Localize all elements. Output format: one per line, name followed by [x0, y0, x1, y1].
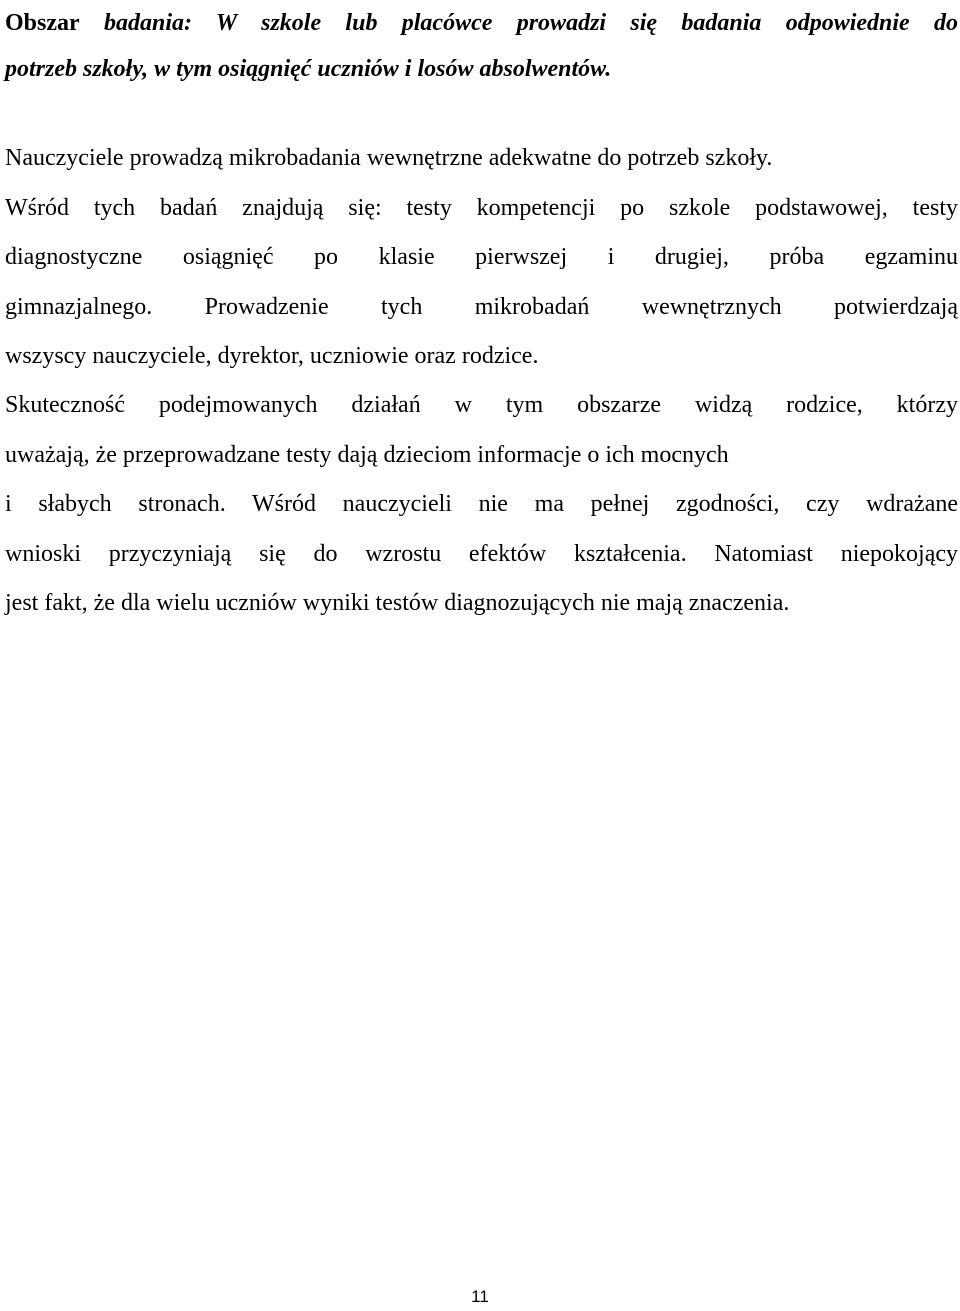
- paragraph-line: gimnazjalnego. Prowadzenie tych mikrobadań wewnętrznych potwierdzają: [5, 293, 958, 320]
- paragraph-line: Skuteczność podejmowanych działań w tym obszarze widzą rodzice, którzy: [5, 392, 958, 418]
- paragraph-line: wszyscy nauczyciele, dyrektor, uczniowie oraz rodzice.: [5, 343, 539, 369]
- heading-label: Obszar: [5, 10, 80, 36]
- section-heading: [5, 0, 958, 92]
- paragraph-2: [5, 381, 958, 629]
- paragraph-line: wnioski przyczyniają się do wzrostu efektów kształcenia. Natomiast niepokojący: [5, 540, 958, 567]
- paragraph-line: diagnostyczne osiągnięć po klasie pierwszej i drugiej, próba egzaminu: [5, 244, 958, 270]
- page-number: 11: [471, 1287, 489, 1306]
- paragraph-line: jest fakt, że dla wielu uczniów wyniki testów diagnozujących nie mają znaczenia.: [5, 590, 790, 616]
- paragraph-line: Nauczyciele prowadzą mikrobadania wewnętrzne adekwatne do potrzeb szkoły.: [5, 145, 773, 171]
- paragraph-line: i słabych stronach. Wśród nauczycieli nie ma pełnej zgodności, czy wdrażane: [5, 491, 958, 517]
- heading-line-1: [5, 0, 958, 46]
- paragraph-1: [5, 134, 958, 382]
- heading-text-1: badania: W szkole lub placówce prowadzi się badania odpowiednie do: [104, 10, 959, 36]
- paragraph-line: Wśród tych badań znajdują się: testy kompetencji po szkole podstawowej, testy: [5, 194, 958, 221]
- heading-line-2: potrzeb szkoły, w tym osiągnięć uczniów i losów absolwentów.: [5, 56, 612, 82]
- paragraph-line: uważają, że przeprowadzane testy dają dzieciom informacje o ich mocnych: [5, 441, 729, 468]
